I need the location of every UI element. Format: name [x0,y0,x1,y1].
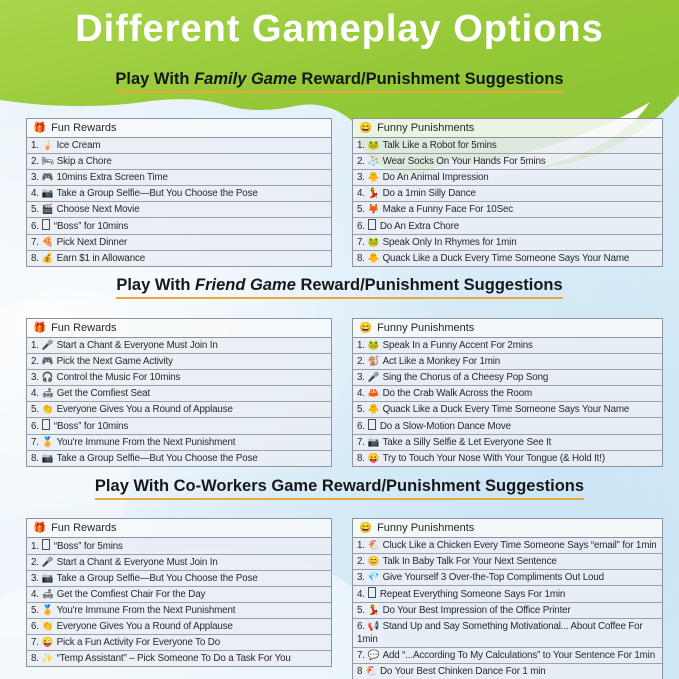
row-number: 2. [31,356,39,367]
row-number: 3. [357,572,365,583]
microphone-icon: 🎤 [367,372,380,383]
row-text: Start a Chant & Everyone Must Join In [56,340,218,351]
megaphone-icon: 📢 [367,621,380,632]
medal-icon: 🏅 [41,437,54,448]
gift-icon: 🎁 [33,522,47,534]
chick-icon: 🐥 [367,404,380,415]
table-row [353,185,662,201]
row-number: 1. [31,140,39,151]
table-row [27,169,331,185]
row-text: Do Your Best Chinken Dance For 1 min [380,666,546,677]
table-row [353,569,662,585]
fox-face-icon: 🦊 [367,204,380,215]
table-row [353,153,662,169]
microphone-icon: 🎤 [41,340,54,351]
smiling-face-icon: 😊 [367,556,380,567]
table-row [353,647,662,663]
row-text: Give Yourself 3 Over-the-Top Compliments Out Loud [382,572,604,583]
row-text: Take a Group Selfie—But You Choose the Pose [56,188,258,199]
row-number: 2. [31,557,39,568]
row-text: “Boss” for 10mins [53,421,129,432]
row-text: Ice Cream [56,140,101,151]
table-row [27,185,331,201]
underlined-heading [95,477,584,500]
row-number: 5. [31,605,39,616]
row-number: 3. [31,372,39,383]
table-row [353,217,662,234]
row-text: Take a Silly Selfie & Let Everyone See It [382,437,552,448]
game-controller-icon: 🎮 [41,356,54,367]
row-number: 6. [31,421,39,432]
row-number: 5. [357,204,365,215]
table-row [353,618,662,647]
row-number: 2. [357,156,365,167]
table-row [27,554,331,570]
couch-icon: 🛋 [41,388,54,399]
missing-glyph-icon [368,587,376,598]
table-row [27,570,331,586]
row-text: Do the Crab Walk Across the Room [382,388,533,399]
row-number: 8. [31,253,39,264]
funny-punishments-table-coworkers [352,518,663,679]
camera-icon: 📷 [367,437,380,448]
socks-icon: 🧦 [367,156,380,167]
speech-balloon-icon: 💬 [367,650,380,661]
row-text: Get the Comfiest Chair For the Day [56,589,206,600]
table-row [27,153,331,169]
row-text: Do a 1min Silly Dance [382,188,476,199]
missing-glyph-icon [368,419,376,430]
table-row [353,234,662,250]
row-number: 7. [31,237,39,248]
row-number: 3. [31,573,39,584]
table-row [353,353,662,369]
row-number: 6. [31,221,39,232]
couch-icon: 🛋 [41,589,54,600]
row-text: Talk Like a Robot for 5mins [382,140,497,151]
row-text: Do An Extra Chore [379,221,460,232]
table-row [27,650,331,666]
table-row [353,201,662,217]
section-heading-friend [0,276,679,299]
row-number: 8. [31,453,39,464]
row-number: 6. [357,421,365,432]
row-text: Choose Next Movie [56,204,140,215]
table-row [27,586,331,602]
row-number: 6. [357,221,365,232]
row-number: 1. [357,540,365,551]
missing-glyph-icon [42,419,50,430]
table-title: Funny Punishments [377,322,475,334]
table-row [27,138,331,153]
row-text: Pick Next Dinner [56,237,128,248]
row-number: 3. [357,372,365,383]
table-row [353,369,662,385]
row-number: 4. [31,388,39,399]
row-text: Do Your Best Impression of the Office Printer [382,605,571,616]
table-row [27,401,331,417]
laughing-face-icon: 😄 [359,122,373,134]
missing-glyph-icon [368,219,376,230]
table-row [27,201,331,217]
table-title: Fun Rewards [51,322,117,334]
missing-glyph-icon [42,539,50,550]
underlined-heading [116,276,562,299]
laughing-face-icon: 😄 [359,522,373,534]
table-row [27,538,331,554]
table-title: Funny Punishments [377,122,475,134]
table-row [27,634,331,650]
row-text: Speak Only In Rhymes for 1min [382,237,517,248]
row-text: Everyone Gives You a Round of Applause [56,621,233,632]
row-number: 2. [357,356,365,367]
row-text: Sing the Chorus of a Cheesy Pop Song [382,372,549,383]
table-row [27,338,331,353]
table-row [353,401,662,417]
row-text: Stand Up and Say Something Motivational... About Coffee For 1min [357,621,643,645]
camera-icon: 📷 [41,188,54,199]
funny-punishments-table-family [352,118,663,267]
table-row [353,553,662,569]
pizza-icon: 🍕 [41,237,54,248]
gift-icon: 🎁 [33,322,47,334]
row-text: Everyone Gives You a Round of Applause [56,404,233,415]
row-number: 4. [357,188,365,199]
row-text: 10mins Extra Screen Time [56,172,168,183]
row-text: “Boss” for 10mins [53,221,129,232]
table-row [353,138,662,153]
row-text: You're Immune From the Next Punishment [56,605,236,616]
sparkles-icon: ✨ [41,653,54,664]
tongue-face-icon: 😛 [367,453,380,464]
row-number: 1. [357,340,365,351]
table-title: Fun Rewards [51,122,117,134]
fun-rewards-table-friend [26,318,332,467]
row-number: 4. [31,188,39,199]
row-text: You're Immune From the Next Punishment [56,437,236,448]
page-title: Different Gameplay Options [75,8,604,50]
clapping-hands-icon: 👏 [41,404,54,415]
heading-text: Play With [116,276,196,294]
gem-icon: 💎 [367,572,380,583]
clapper-board-icon: 🎬 [41,204,54,215]
table-header [27,119,331,138]
row-text: Wear Socks On Your Hands For 5mins [382,156,546,167]
row-text: Take a Group Selfie—But You Choose the Pose [56,453,258,464]
row-text: Do An Animal Impression [382,172,489,183]
row-text: Repeat Everything Someone Says For 1min [379,589,566,600]
row-text: Pick the Next Game Activity [56,356,173,367]
row-number: 4. [31,589,39,600]
table-row [27,385,331,401]
row-number: 2. [31,156,39,167]
frog-icon: 🐸 [367,340,380,351]
chicken-icon: 🐔 [367,540,380,551]
row-text: Start a Chant & Everyone Must Join In [56,557,218,568]
row-number: 8. [357,453,365,464]
table-row [353,538,662,553]
table-row [353,417,662,434]
row-text: Skip a Chore [56,156,112,167]
row-number: 1. [31,541,39,552]
row-number: 7. [357,237,365,248]
table-header [353,119,662,138]
heading-text: Play With [115,70,195,88]
table-row [27,618,331,634]
row-text: Pick a Fun Activity For Everyone To Do [56,637,221,648]
table-row [353,250,662,266]
table-row [353,663,662,679]
game-controller-icon: 🎮 [41,172,54,183]
table-header [353,519,662,538]
row-number: 5. [31,204,39,215]
table-header [27,519,331,538]
table-row [353,602,662,618]
row-text: Try to Touch Your Nose With Your Tongue (& Hold It!) [382,453,605,464]
row-text: Get the Comfiest Seat [56,388,151,399]
table-row [27,369,331,385]
row-text: Make a Funny Face For 10Sec [382,204,514,215]
table-title: Fun Rewards [51,522,117,534]
table-row [353,338,662,353]
heading-text: Play With Co-Workers Game Reward/Punishment Suggestions [94,477,585,495]
money-bag-icon: 💰 [41,253,54,264]
clapping-hands-icon: 👏 [41,621,54,632]
frog-icon: 🐸 [367,140,380,151]
row-text: Quack Like a Duck Every Time Someone Says Your Name [382,253,630,264]
microphone-icon: 🎤 [41,557,54,568]
table-row [353,434,662,450]
section-heading-family [0,70,679,93]
row-number: 6. [357,621,365,632]
heading-italic: Family Game [194,70,297,88]
chick-icon: 🐥 [367,172,380,183]
row-text: Take a Group Selfie—But You Choose the Pose [56,573,258,584]
table-row [27,450,331,466]
table-row [27,353,331,369]
row-text: Control the Music For 10mins [56,372,181,383]
row-number: 3. [357,172,365,183]
row-number: 7. [357,650,365,661]
row-number: 5. [31,404,39,415]
table-header [27,319,331,338]
row-text: Cluck Like a Chicken Every Time Someone Says “email” for 1min [382,540,657,551]
row-number: 1. [31,340,39,351]
table-title: Funny Punishments [377,522,475,534]
table-row [27,217,331,234]
fun-rewards-table-family [26,118,332,267]
winking-face-icon: 😜 [41,637,54,648]
table-row [353,450,662,466]
frog-icon: 🐸 [367,237,380,248]
table-row [27,250,331,266]
row-text: Talk In Baby Talk For Your Next Sentence [382,556,557,567]
row-number: 8 [357,666,363,677]
table-header [353,319,662,338]
row-text: Act Like a Monkey For 1min [382,356,501,367]
row-number: 7. [31,437,39,448]
bed-icon: 🛏 [41,156,54,167]
chicken-icon: 🐔 [365,666,377,677]
underlined-heading [115,70,563,93]
dancer-icon: 💃 [367,188,380,199]
table-row [27,602,331,618]
row-number: 4. [357,388,365,399]
row-text: “Temp Assistant” – Pick Someone To Do a Task For You [56,653,291,664]
row-number: 1. [357,140,365,151]
row-number: 7. [31,637,39,648]
heading-text: Reward/Punishment Suggestions [296,70,564,88]
missing-glyph-icon [42,219,50,230]
funny-punishments-table-friend [352,318,663,467]
row-number: 8. [357,253,365,264]
camera-icon: 📷 [41,573,54,584]
row-number: 8. [31,653,39,664]
table-row [27,434,331,450]
camera-icon: 📷 [41,453,54,464]
laughing-face-icon: 😄 [359,322,373,334]
headphones-icon: 🎧 [41,372,54,383]
table-row [27,234,331,250]
fun-rewards-table-coworkers [26,518,332,667]
row-number: 5. [357,605,365,616]
crab-icon: 🦀 [367,388,380,399]
row-number: 4. [357,589,365,600]
row-number: 6. [31,621,39,632]
row-text: Earn $1 in Allowance [56,253,146,264]
section-heading-coworkers [0,477,679,500]
ice-cream-icon: 🍦 [41,140,54,151]
row-number: 5. [357,404,365,415]
row-text: Do a Slow-Motion Dance Move [379,421,511,432]
row-text: Quack Like a Duck Every Time Someone Says Your Name [382,404,630,415]
monkey-icon: 🐒 [367,356,380,367]
gift-icon: 🎁 [33,122,47,134]
heading-italic: Friend Game [195,276,296,294]
table-row [27,417,331,434]
row-number: 7. [357,437,365,448]
row-number: 2. [357,556,365,567]
dancer-icon: 💃 [367,605,380,616]
row-number: 3. [31,172,39,183]
medal-icon: 🏅 [41,605,54,616]
table-row [353,169,662,185]
chick-icon: 🐥 [367,253,380,264]
heading-text: Reward/Punishment Suggestions [295,276,563,294]
table-row [353,585,662,602]
table-row [353,385,662,401]
row-text: “Boss” for 5mins [53,541,123,552]
row-text: Add “...According To My Calculations” to Your Sentence For 1min [382,650,656,661]
row-text: Speak In a Funny Accent For 2mins [382,340,533,351]
